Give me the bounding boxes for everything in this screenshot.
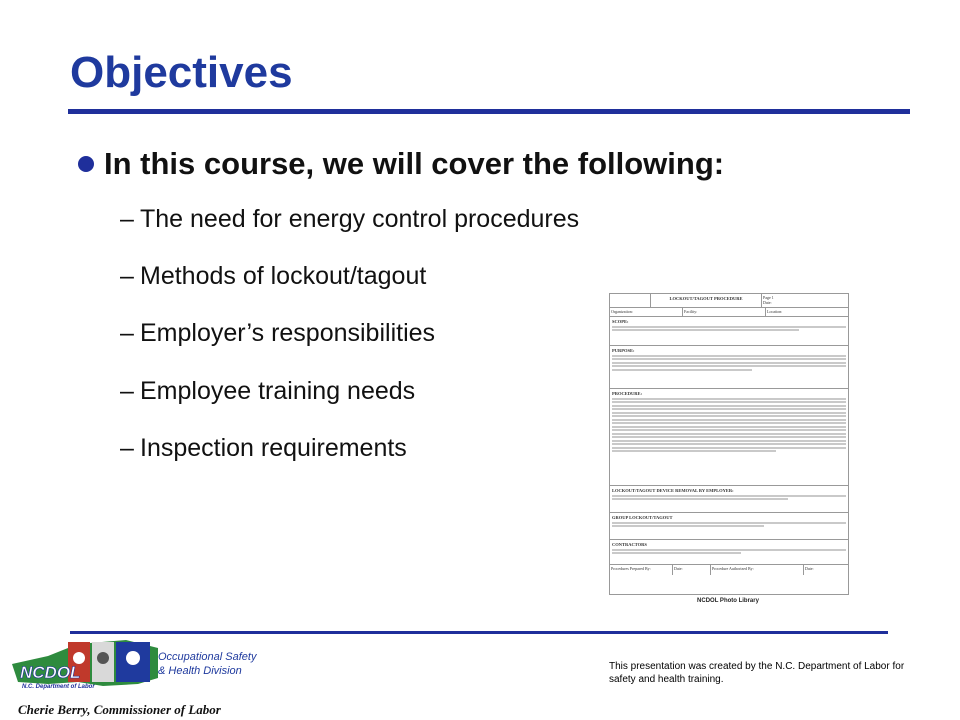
sub-bullet: [120, 434, 407, 463]
slide-title: Objectives: [70, 48, 293, 97]
sub-bullet: [120, 319, 435, 348]
doc-section: PURPOSE:: [610, 346, 848, 389]
image-caption: NCDOL Photo Library: [697, 598, 759, 604]
doc-section: SCOPE:: [610, 317, 848, 346]
title-divider: [68, 109, 910, 114]
doc-section: PROCEDURE:: [610, 389, 848, 486]
credit-text: This presentation was created by the N.C. Department of Labor for safety and health training.: [609, 661, 905, 685]
graduate-icon: [126, 651, 140, 665]
sub-bullet: [120, 262, 426, 291]
doc-header: [610, 294, 848, 308]
doc-section: GROUP LOCKOUT/TAGOUT: [610, 513, 848, 540]
sub-bullet-text: The need for energy control procedures: [140, 205, 580, 233]
sub-bullet-text: Methods of lockout/tagout: [140, 262, 427, 290]
doc-title: LOCKOUT/TAGOUT PROCEDURE: [651, 294, 762, 307]
division-line-1: Occupational Safety: [158, 651, 257, 663]
family-icon: [97, 652, 109, 664]
sub-bullet: [120, 377, 415, 406]
sub-bullet-text: Employer’s responsibilities: [140, 319, 436, 347]
doc-org-row: [610, 308, 848, 317]
dash-glyph: –: [120, 319, 134, 347]
doc-facility-label: Facility:: [683, 308, 766, 316]
doc-page-label: Page 1: [763, 295, 774, 300]
division-line-2: & Health Division: [158, 665, 242, 677]
doc-date-label: Date:: [763, 300, 772, 305]
bullet-dot: [78, 156, 94, 172]
procedure-document-image: [609, 293, 849, 595]
sub-bullet: [120, 205, 579, 234]
sub-bullet-text: Inspection requirements: [140, 434, 407, 462]
doc-footer-row: Procedures Prepared By: Date: Procedure Authorized By: Date:: [610, 565, 848, 575]
doc-section: LOCKOUT/TAGOUT DEVICE REMOVAL BY EMPLOYER:: [610, 486, 848, 513]
logo-text: NCDOL: [20, 663, 81, 682]
dash-glyph: –: [120, 205, 134, 233]
dash-glyph: –: [120, 377, 134, 405]
doc-section: CONTRACTORS: [610, 540, 848, 565]
doc-org-label: Organization:: [610, 308, 683, 316]
doc-location-label: Location:: [767, 309, 783, 314]
commissioner-text: Cherie Berry, Commissioner of Labor: [18, 702, 221, 717]
dash-glyph: –: [120, 434, 134, 462]
ncdol-logo: [8, 634, 266, 720]
sub-bullet-text: Employee training needs: [140, 377, 416, 405]
dept-text: N.C. Department of Labor: [22, 684, 95, 690]
main-bullet: In this course, we will cover the following:: [104, 146, 725, 181]
dash-glyph: –: [120, 262, 134, 290]
